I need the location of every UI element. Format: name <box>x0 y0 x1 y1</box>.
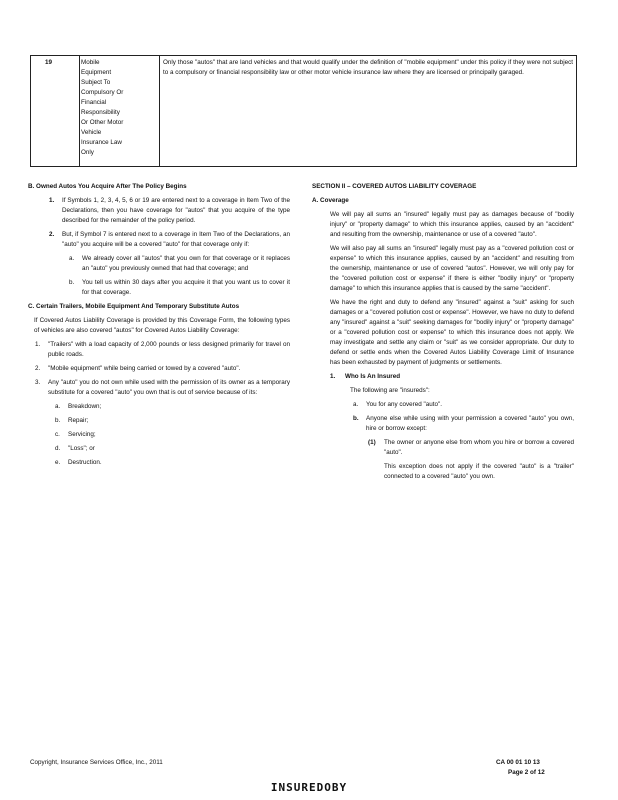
item-marker: (1) <box>368 439 376 446</box>
section-b-heading: B. Owned Autos You Acquire After The Policy Begins <box>28 183 187 190</box>
item-marker: b. <box>69 279 75 286</box>
who-is-insured-body <box>330 386 574 482</box>
section-ii-heading: SECTION II – COVERED AUTOS LIABILITY COVERAGE <box>312 183 477 190</box>
section-b-list <box>28 196 290 298</box>
item-marker: 3. <box>35 379 41 386</box>
list-item <box>353 400 574 410</box>
item-text: "Mobile equipment" while being carried or towed by a covered "auto". <box>48 365 241 372</box>
section-c-list <box>28 340 290 468</box>
symbol-number: 19 <box>45 59 53 66</box>
item-text: The owner or anyone else from whom you hire or borrow a covered "auto". <box>384 439 574 456</box>
who-is-insured-intro: The following are "insureds": <box>350 387 430 394</box>
item-marker: 1. <box>330 373 336 380</box>
list-item <box>49 230 290 250</box>
list-item <box>35 378 290 398</box>
item-marker: b. <box>55 417 61 424</box>
right-column <box>312 182 574 486</box>
list-item <box>55 458 290 468</box>
who-is-insured-heading-row <box>330 372 574 382</box>
item-marker: a. <box>55 403 61 410</box>
item-marker: 2. <box>35 365 41 372</box>
page-number: Page 2 of 12 <box>508 769 545 776</box>
item-text: Anyone else while using with your permission a covered "auto" you own, hire or borrow except: <box>366 415 574 432</box>
symbol-definition: Only those "autos" that are land vehicles and that would qualify under the definition of "mobile equipment" under this policy if they were not subject to a compulsory or financial responsibility law or other motor vehicle insurance law where they are licensed or principally garaged. <box>163 59 573 76</box>
item-marker: 1. <box>35 341 41 348</box>
exceptions-list <box>366 438 574 482</box>
item-marker: a. <box>353 401 359 408</box>
who-is-insured-heading: Who Is An Insured <box>345 373 401 380</box>
item-text: We already cover all "autos" that you own for that coverage or it replaces an "auto" you previously owned that had that coverage; and <box>82 255 290 272</box>
list-item <box>353 414 574 434</box>
list-item <box>55 416 290 426</box>
exception-note: This exception does not apply if the covered "auto" is a "trailer" connected to a covered "auto" you own. <box>384 463 574 480</box>
item-marker: 1. <box>49 197 55 204</box>
item-text: Breakdown; <box>68 403 102 410</box>
item-text: You tell us within 30 days after you acquire it that you want us to cover it for that coverage. <box>82 279 290 296</box>
list-item <box>35 364 290 374</box>
coverage-paragraph: We will also pay all sums an "insured" legally must pay as a "covered pollution cost or expense" to which this insurance applies, caused by an "accident" and resulting from the ownership, maintenance or use of covered "autos". However, we will only pay for the "covered pollution cost or expense" if there is either "bodily injury" or "property damage" to which this insurance applies that is caused by the same "accident". <box>330 245 574 292</box>
item-text: Destruction. <box>68 459 102 466</box>
left-column <box>28 182 290 472</box>
watermark: INSUREDOBY <box>270 781 348 794</box>
item-marker: c. <box>55 431 60 438</box>
coverage-paragraph: We have the right and duty to defend any "insured" against a "suit" asking for such damages or a "covered pollution cost or expense". However, we have no duty to defend any "insured" against a "suit" seeking damages for "bodily injury" or "property damage" or a "covered pollution cost or expense" to which this insurance does not apply. We may investigate and settle any claim or "suit" as we consider appropriate. Our duty to defend or settle ends when the Covered Autos Liability Coverage Limit of Insurance has been exhausted by payment of judgments or settlements. <box>330 299 574 366</box>
coverage-paragraph: We will pay all sums an "insured" legally must pay as damages because of "bodily injury" or "property damage" to which this insurance applies, caused by an "accident" and resulting from the ownership, maintenance or use of a covered "auto". <box>330 211 574 238</box>
sub-list <box>62 254 290 298</box>
list-item <box>55 402 290 412</box>
list-item <box>35 340 290 360</box>
item-text: You for any covered "auto". <box>366 401 443 408</box>
item-marker: a. <box>69 255 75 262</box>
item-text: "Loss"; or <box>68 445 95 452</box>
sub-list <box>48 402 290 468</box>
section-c-heading: C. Certain Trailers, Mobile Equipment And Temporary Substitute Autos <box>28 303 240 310</box>
coverage-body <box>312 210 574 482</box>
list-item <box>49 196 290 226</box>
list-item <box>55 444 290 454</box>
covered-auto-symbol-table <box>30 55 577 167</box>
list-item <box>368 438 574 458</box>
item-marker: e. <box>55 459 61 466</box>
item-text: "Trailers" with a load capacity of 2,000 pounds or less designed primarily for travel on public roads. <box>48 341 290 358</box>
insureds-list <box>350 400 574 482</box>
item-text: Servicing; <box>68 431 96 438</box>
item-text: If Symbols 1, 2, 3, 4, 5, 6 or 19 are entered next to a coverage in Item Two of the Declarations, then you have coverage for "autos" that you acquire of the type described for the remainder of the policy period. <box>62 197 290 224</box>
item-marker: b. <box>353 415 359 422</box>
item-text: Any "auto" you do not own while used with the permission of its owner as a temporary substitute for a covered "auto" you own that is out of service because of its: <box>48 379 290 396</box>
coverage-heading: A. Coverage <box>312 197 349 204</box>
table-divider <box>79 56 80 166</box>
item-text: Repair; <box>68 417 89 424</box>
list-item <box>69 254 290 274</box>
form-number: CA 00 01 10 13 <box>496 759 540 766</box>
item-marker: d. <box>55 445 61 452</box>
item-marker: 2. <box>49 231 55 238</box>
list-item <box>55 430 290 440</box>
section-c-intro: If Covered Autos Liability Coverage is provided by this Coverage Form, the following types of vehicles are also covered "autos" for Covered Autos Liability Coverage: <box>34 317 290 334</box>
item-text: But, if Symbol 7 is entered next to a coverage in Item Two of the Declarations, an "auto" you acquire will be a covered "auto" for that coverage only if: <box>62 231 290 248</box>
table-divider <box>159 56 160 166</box>
symbol-description: Mobile Equipment Subject To Compulsory Or Financial Responsibility Or Other Motor Vehicle Insurance Law Only <box>81 59 124 156</box>
list-item <box>69 278 290 298</box>
copyright-text: Copyright, Insurance Services Office, Inc., 2011 <box>30 759 163 766</box>
